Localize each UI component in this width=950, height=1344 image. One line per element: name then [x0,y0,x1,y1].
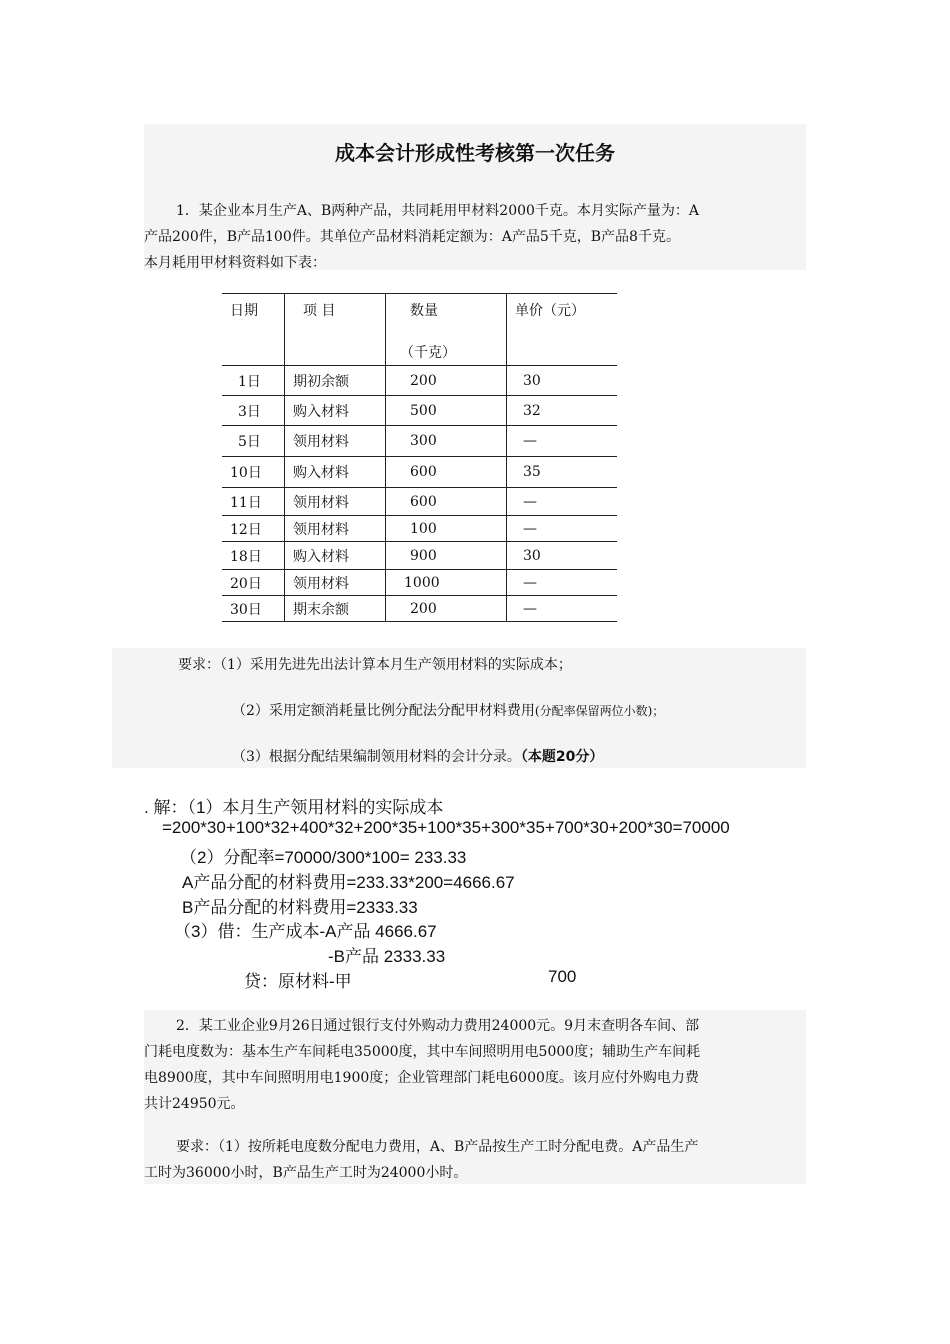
cell-date: 18日 [222,542,285,570]
cell-quantity: 600 [386,457,507,488]
question2-requirement-cont [144,1160,806,1186]
cell-price: — [507,426,618,457]
question2-line: 电8900度，其中车间照明用电1900度；企业管理部门耗电6000度。该月应付外购电力费 [144,1070,699,1086]
page-title: 成本会计形成性考核第一次任务 [335,141,615,165]
cell-price: 30 [507,366,618,396]
cell-item: 领用材料 [285,516,386,542]
header-date: 日期 [222,294,285,366]
table-row [222,516,617,542]
cell-date: 3日 [222,396,285,426]
header-quantity-unit: （千克） [400,345,456,361]
answer-line-5: B产品分配的材料费用=2333.33 [182,898,418,917]
cell-date: 5日 [222,426,285,457]
requirement-2-note: (分配率保留两位小数)； [534,704,665,718]
cell-item: 购入材料 [285,457,386,488]
table-row [222,426,617,457]
question1-text-cont [144,224,806,276]
requirement-2 [232,700,664,720]
table-row [222,488,617,516]
cell-price: — [507,596,618,622]
requirement-2-text: （2）采用定额消耗量比例分配法分配甲材料费用 [232,703,535,719]
question1-line: 1．某企业本月生产A、B两种产品，共同耗用甲材料2000千克。本月实际产量为：A [176,203,700,219]
cell-price: 30 [507,542,618,570]
cell-item: 期末余额 [285,596,386,622]
table-row [222,570,617,596]
answer-line-7: -B产品 2333.33 [328,947,446,966]
cell-price: — [507,488,618,516]
table-row [222,542,617,570]
requirement-3-text: （3）根据分配结果编制领用材料的会计分录。 [232,749,521,765]
header-item: 项 目 [285,294,386,366]
cell-quantity: 1000 [386,570,507,596]
table-row [222,596,617,622]
answer-line-3: （2）分配率=70000/300*100= 233.33 [180,848,467,867]
cell-quantity: 900 [386,542,507,570]
cell-date: 11日 [222,488,285,516]
answer-line-6: （3）借：生产成本-A产品 4666.67 [174,922,437,941]
cell-price: — [507,516,618,542]
header-quantity-label: 数量 [410,303,438,319]
cell-item: 购入材料 [285,542,386,570]
answer-line-8-value: 700 [548,967,577,986]
cell-item: 领用材料 [285,570,386,596]
cell-item: 期初余额 [285,366,386,396]
cell-item: 领用材料 [285,426,386,457]
cell-date: 1日 [222,366,285,396]
cell-date: 20日 [222,570,285,596]
question2-text [144,1013,806,1039]
cell-date: 12日 [222,516,285,542]
question1-line: 本月耗用甲材料资料如下表： [144,255,326,271]
question2-line: 2．某工业企业9月26日通过银行支付外购动力费用24000元。9月末查明各车间、部 [176,1018,700,1034]
cell-date: 10日 [222,457,285,488]
cell-date: 30日 [222,596,285,622]
cell-quantity: 200 [386,596,507,622]
table-row [222,457,617,488]
requirement-3 [232,746,603,766]
question2-requirement-line: 工时为36000小时，B产品生产工时为24000小时。 [144,1165,468,1181]
cell-item: 领用材料 [285,488,386,516]
cell-quantity: 600 [386,488,507,516]
requirement-3-score: （本题20分） [520,749,604,765]
question2-line: 共计24950元。 [144,1096,245,1112]
table-row [222,396,617,426]
question2-text-cont [144,1039,806,1117]
header-quantity [386,294,507,366]
table-row [222,366,617,396]
question2-line: 门耗电度数为：基本生产车间耗电35000度，其中车间照明用电5000度；辅助生产车间耗 [144,1044,701,1060]
cell-item: 购入材料 [285,396,386,426]
question2-requirement-line: 要求：（1）按所耗电度数分配电力费用，A、B产品按生产工时分配电费。A产品生产 [176,1139,699,1155]
cell-price: 35 [507,457,618,488]
question1-text [144,198,806,224]
material-table [222,293,617,622]
cell-quantity: 300 [386,426,507,457]
answer-line-8-label: 贷：原材料-甲 [244,972,352,991]
requirement-1: 要求：（1）采用先进先出法计算本月生产领用材料的实际成本； [178,657,572,673]
question1-line: 产品200件，B产品100件。其单位产品材料消耗定额为：A产品5千克，B产品8千克。 [144,229,680,245]
cell-quantity: 500 [386,396,507,426]
cell-price: 32 [507,396,618,426]
answer-line-4: A产品分配的材料费用=233.33*200=4666.67 [182,873,515,892]
question2-requirement [144,1134,806,1160]
answer-line-2: =200*30+100*32+400*32+200*35+100*35+300*35+700*30+200*30=70000 [162,818,730,837]
header-price: 单价（元） [507,294,618,366]
cell-quantity: 200 [386,366,507,396]
cell-price: — [507,570,618,596]
answer-line-1: . 解：（1）本月生产领用材料的实际成本 [144,798,444,817]
cell-quantity: 100 [386,516,507,542]
